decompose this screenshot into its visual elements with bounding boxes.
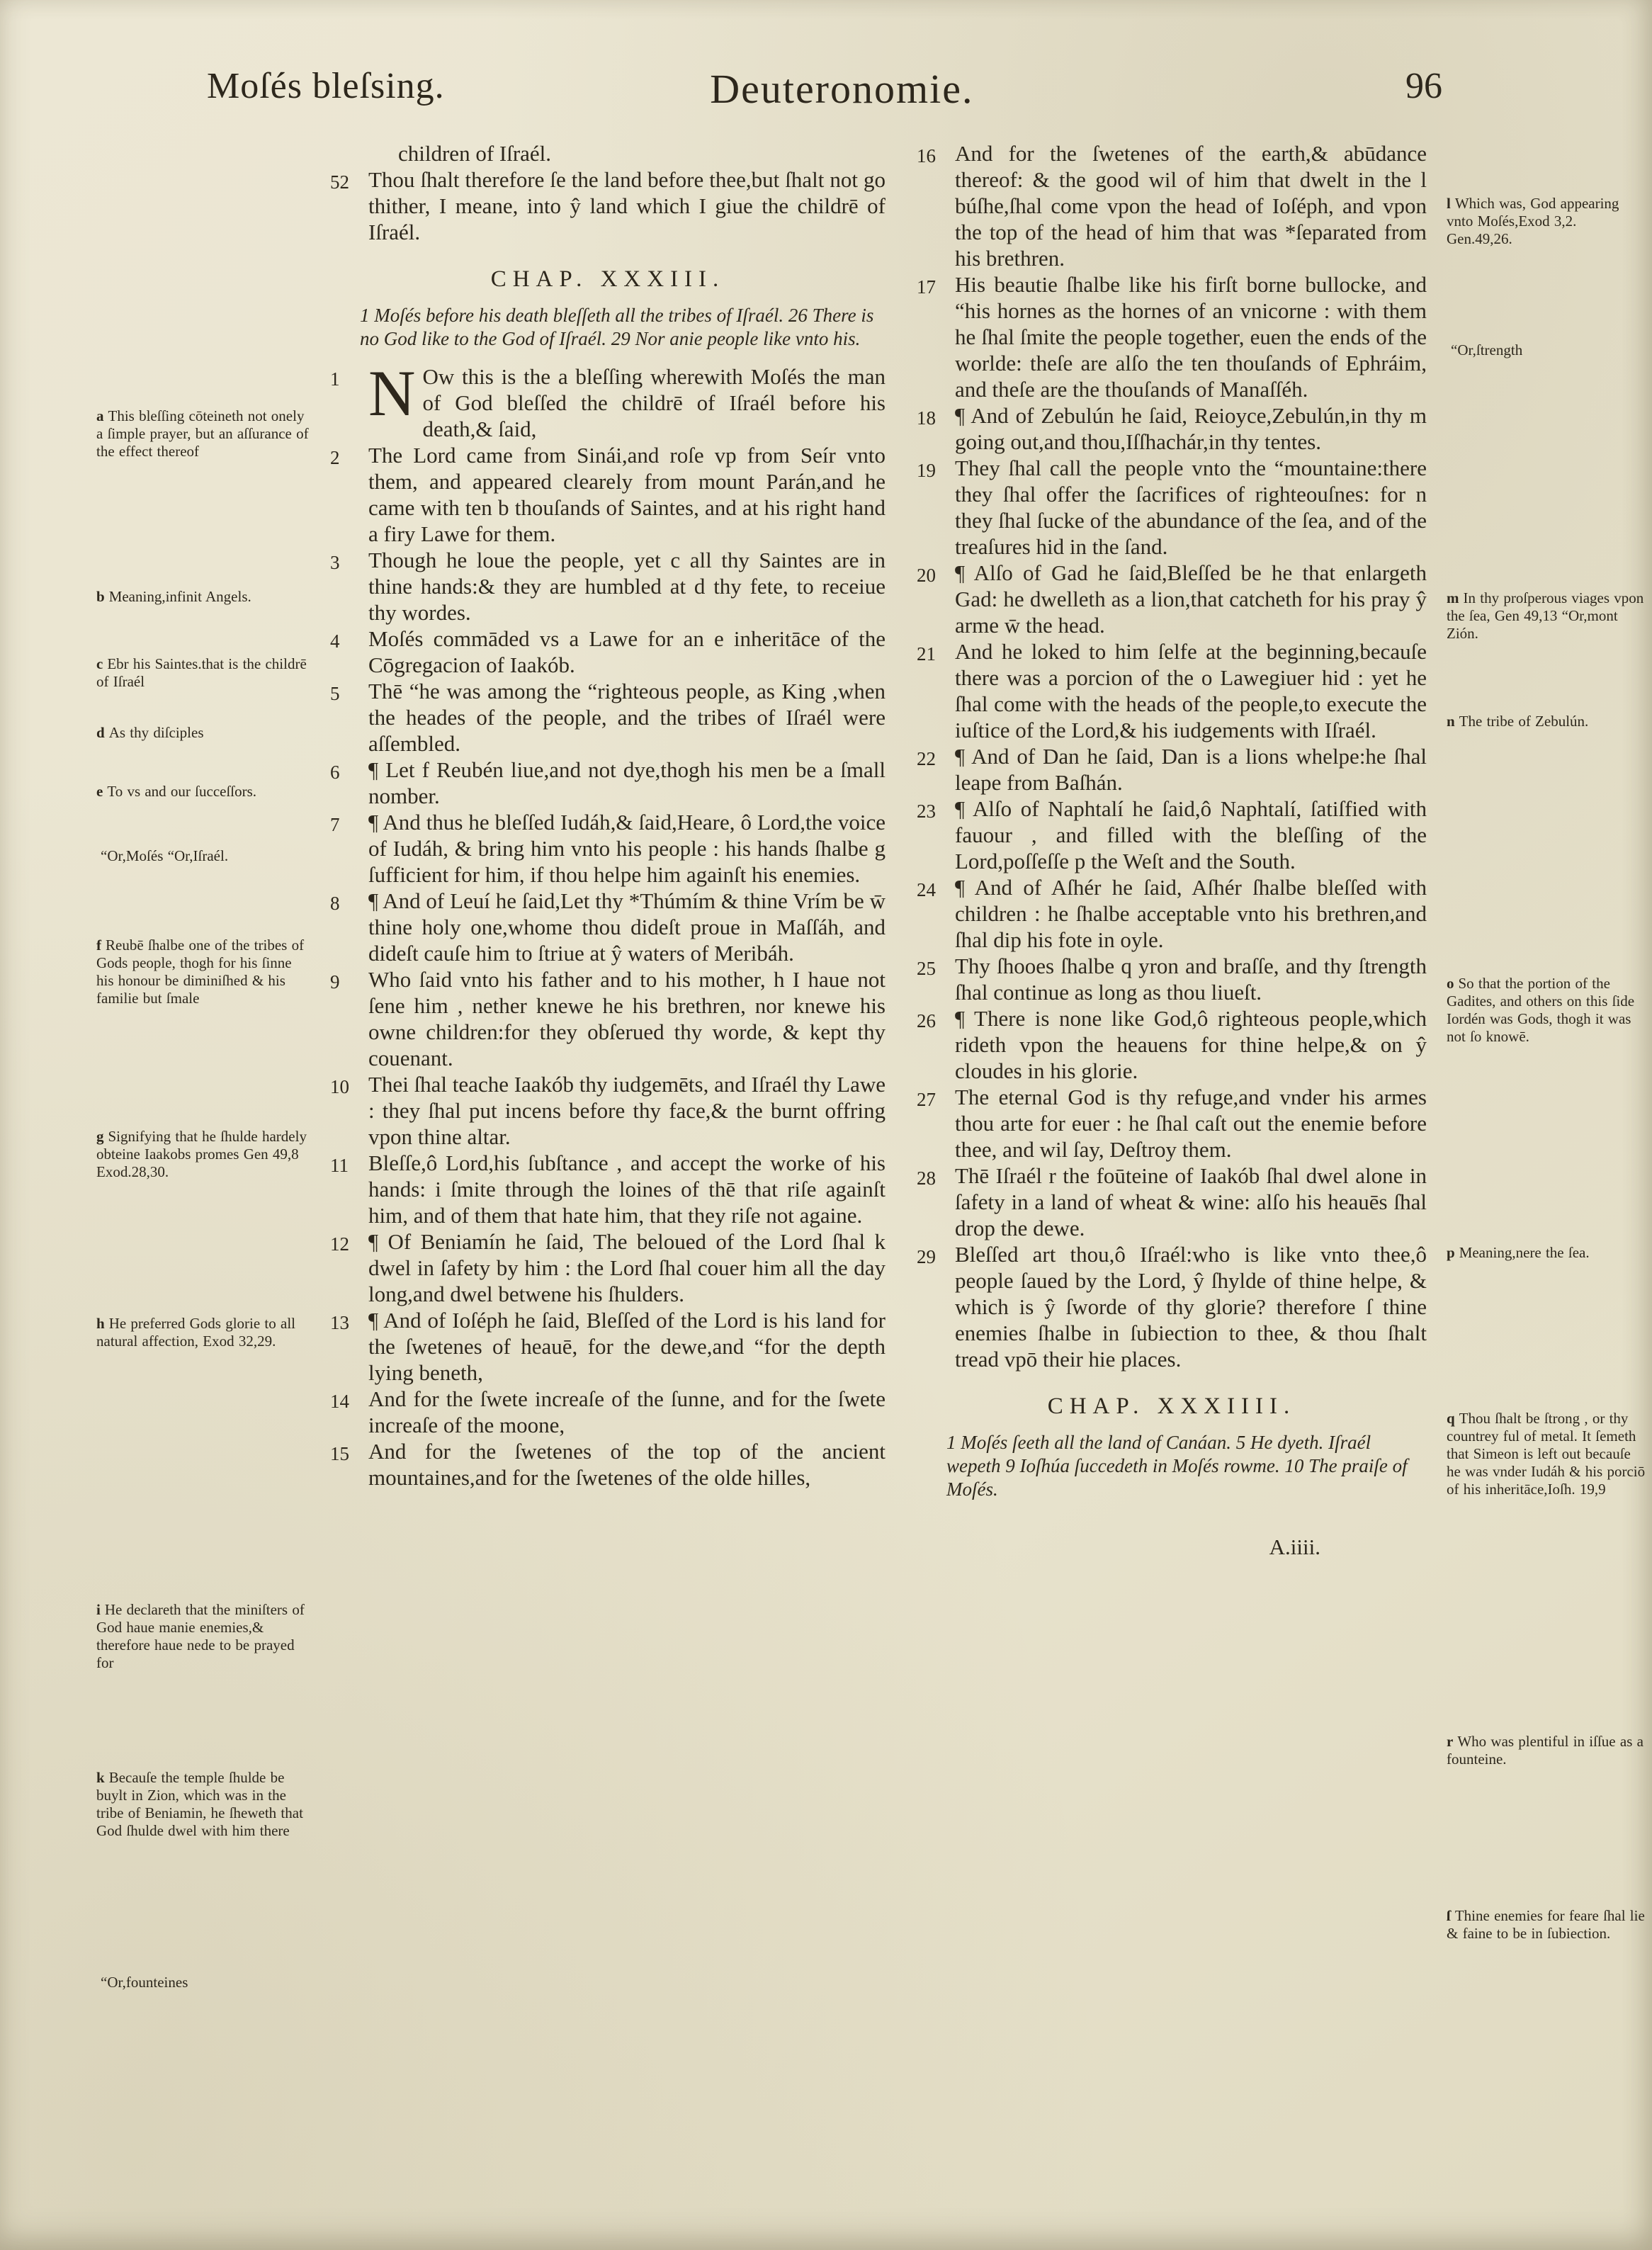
note-letter: a — [96, 407, 104, 424]
verse-text: Thou ſhalt therefore ſe the land before thee,but ſhalt not go thither, I meane, into ŷ land which I giue the childrē of Iſraél. — [368, 167, 886, 244]
verse-8 — [330, 888, 886, 966]
verse-number: 25 — [917, 958, 936, 979]
note-text: As thy diſciples — [108, 724, 204, 741]
verse-text: ¶ And of Leuí he ſaid,Let thy *Thúmím & thine Vrím be w̄ thine holy one,whome thou dideſt proue in Maſſáh, and dideſt cauſe him to ſtriue at ŷ waters of Meribáh. — [368, 888, 886, 966]
verse-number: 21 — [917, 643, 936, 665]
verse-26 — [917, 1005, 1427, 1084]
verse-text: Thē Iſraél r the foūteine of Iaakób ſhal dwel alone in ſafety in a land of wheat & wine: alſo his heauēs ſhal drop the dewe. — [955, 1163, 1427, 1240]
verse-text: Thy ſhooes ſhalbe q yron and braſſe, and thy ſtrength ſhal continue as long as thou liueſt. — [955, 954, 1427, 1005]
margin-note-s — [1447, 1907, 1646, 1943]
verse-number: 18 — [917, 407, 936, 429]
verse-number: 14 — [330, 1391, 349, 1412]
verse-7 — [330, 809, 886, 888]
note-letter: d — [96, 724, 105, 741]
margin-note-f — [96, 937, 313, 1007]
note-text: Reubē ſhalbe one of the tribes of Gods people, thogh for his ſinne his honour be diminiſhed & his familie but ſmale — [96, 937, 305, 1007]
note-letter: p — [1447, 1244, 1455, 1261]
note-letter: k — [96, 1769, 105, 1786]
verse-text: ¶ And thus he bleſſed Iudáh,& ſaid,Heare, ô Lord,the voice of Iudáh, & bring him vnto his people : his hands ſhalbe g ſufficient for him, if thou helpe him againſt his enemies. — [368, 810, 886, 887]
verse-text: Thei ſhal teache Iaakób thy iudgemēts, and Iſraél thy Lawe : they ſhal put incens before thy face,& the burnt offring vpon thine altar. — [368, 1072, 886, 1149]
verse-3 — [330, 547, 886, 626]
verse-2 — [330, 442, 886, 547]
note-text: Signifying that he ſhulde hardely obteine Iaakobs promes Gen 49,8 Exod.28,30. — [96, 1128, 307, 1180]
margin-note-b — [96, 588, 313, 606]
margin-note-k — [96, 1769, 313, 1840]
verse-19 — [917, 455, 1427, 560]
note-letter: q — [1447, 1410, 1455, 1427]
verse-text: And for the ſwetenes of the top of the ancient mountaines,and for the ſwetenes of the olde hilles, — [368, 1439, 886, 1490]
margin-note-r — [1447, 1733, 1646, 1768]
verse-12 — [330, 1228, 886, 1307]
verse-23 — [917, 796, 1427, 874]
verse-29 — [917, 1241, 1427, 1372]
verse-24 — [917, 874, 1427, 953]
verse-text: ¶ Let f Reubén liue,and not dye,thogh his men be a ſmall nomber. — [368, 757, 886, 808]
verse-number: 23 — [917, 801, 936, 822]
verse-text: ¶ And of Aſhér he ſaid, Aſhér ſhalbe bleſſed with children : he ſhalbe acceptable vnto his brethren,and ſhal dip his fote in oyle. — [955, 875, 1427, 952]
verse-number: 26 — [917, 1010, 936, 1031]
verse-11 — [330, 1150, 886, 1228]
verse-text: And for the ſwete increaſe of the ſunne, and for the ſwete increaſe of the moone, — [368, 1386, 886, 1437]
verse-text: ¶ And of Zebulún he ſaid, Reioyce,Zebulún,in thy m going out,and thou,Iſſhachár,in thy tentes. — [955, 403, 1427, 454]
note-letter: b — [96, 588, 105, 605]
verse-20 — [917, 560, 1427, 638]
verse-number: 1 — [330, 368, 340, 390]
verse-number: 24 — [917, 879, 936, 900]
margin-note-l — [1447, 195, 1646, 248]
verse-number: 27 — [917, 1089, 936, 1110]
verse-number: 19 — [917, 460, 936, 481]
margin-note-p — [1447, 1244, 1646, 1262]
chapter-heading-33: CHAP. XXXIII. — [490, 266, 725, 292]
verse-9 — [330, 966, 886, 1071]
verse-number: 2 — [330, 447, 340, 468]
running-head-left: Moſés bleſsing. — [207, 66, 445, 106]
verse-52 — [330, 166, 886, 245]
note-text: Which was, God appearing vnto Moſés,Exod 3,2. Gen.49,26. — [1447, 195, 1619, 247]
verse-10 — [330, 1071, 886, 1150]
page-number: 96 — [1405, 66, 1442, 106]
verse-4 — [330, 626, 886, 678]
note-text: Thou ſhalt be ſtrong , or thy countrey ful of metal. It ſemeth that Simeon is left out becauſe he was vnder Iudáh & his porciō of his inheritāce,Ioſh. 19,9 — [1447, 1410, 1646, 1498]
margin-note-n — [1447, 713, 1646, 730]
verse-text: And for the ſwetenes of the earth,& abūdance thereof: & the good wil of him that dwelt in the l búſhe,ſhal come vpon the head of Ioſéph, and vpon the top of the head of him that was *ſeparated from his brethren. — [955, 141, 1427, 271]
note-letter: r — [1447, 1733, 1454, 1750]
margin-note-g — [96, 1128, 313, 1181]
note-letter: f — [96, 937, 101, 954]
note-letter: n — [1447, 713, 1455, 730]
verse-number: 13 — [330, 1312, 349, 1333]
margin-note-e — [96, 783, 313, 801]
verse-number: 3 — [330, 552, 340, 573]
verse-number: 29 — [917, 1246, 936, 1267]
verse-16 — [917, 140, 1427, 271]
right-margin-notes — [1447, 0, 1646, 2250]
verse-number: 15 — [330, 1443, 349, 1464]
margin-note-d — [96, 724, 313, 742]
verse-number: 10 — [330, 1076, 349, 1097]
margin-note-or-strength — [1447, 341, 1646, 359]
note-letter: c — [96, 655, 103, 672]
margin-note-h — [96, 1315, 313, 1350]
verse-17 — [917, 271, 1427, 402]
verse-text: And he loked to him ſelfe at the beginning,becauſe there was a porcion of the o Lawegiuer hid : yet he ſhal come with the heads of the people,to execute the iuſtice of the Lord,& his iudgements with Iſraél. — [955, 639, 1427, 742]
verse-text: ¶ Of Beniamín he ſaid, The beloued of the Lord ſhal k dwel in ſafety by him : the Lord ſhal couer him all the day long,and dwel betwene his ſhulders. — [368, 1229, 886, 1306]
verse-22 — [917, 743, 1427, 796]
verse-1 — [330, 357, 886, 442]
margin-note-q — [1447, 1410, 1646, 1498]
note-text: “Or,Moſés “Or,Iſraél. — [101, 847, 229, 864]
verse-text: ¶ Alſo of Gad he ſaid,Bleſſed be he that enlargeth Gad: he dwelleth as a lion,that catcheth for his pray ŷ arme w̄ the head. — [955, 560, 1427, 638]
note-text: He declareth that the miniſters of God haue manie enemies,& therefore haue nede to be prayed for — [96, 1601, 305, 1671]
margin-note-a — [96, 407, 313, 460]
text-column-left — [330, 140, 886, 1491]
verse-text: Moſés commāded vs a Lawe for an e inheritāce of the Cōgregacion of Iaakób. — [368, 626, 886, 677]
note-text: To vs and our ſucceſſors. — [107, 783, 257, 800]
verse-number: 4 — [330, 631, 340, 652]
note-text: Ebr his Saintes.that is the childrē of Iſraél — [96, 655, 307, 690]
text-column-right — [917, 140, 1427, 1560]
note-text: In thy proſperous viages vpon the ſea, Gen 49,13 “Or,mont Zión. — [1447, 589, 1644, 642]
margin-note-i — [96, 1601, 313, 1672]
verse-text: NOw this is the a bleſſing wherewith Moſés the man of God bleſſed the childrē of Iſraél before his death,& ſaid, — [368, 357, 886, 441]
verse-13 — [330, 1307, 886, 1386]
note-letter: h — [96, 1315, 105, 1332]
note-text: The tribe of Zebulún. — [1459, 713, 1589, 730]
verse-text: Who ſaid vnto his father and to his mother, h I haue not ſene him , nether knewe he his brethren, nor knewe his owne children:for they obſerued thy worde, & kept thy couenant. — [368, 967, 886, 1070]
verse-number: 6 — [330, 762, 340, 783]
verse-number: 22 — [917, 748, 936, 769]
verse-text: Thē “he was among the “righteous people, as King ,when the heades of the people, and the tribes of Iſraél were aſſembled. — [368, 679, 886, 756]
verse-number: 52 — [330, 171, 349, 193]
note-text: So that the portion of the Gadites, and others on this ſide Iordén was Gods, thogh it was not ſo knowē. — [1447, 975, 1635, 1045]
chapter-summary-33: 1 Moſés before his death bleſſeth all the tribes of Iſraél. 26 There is no God like to the God of Iſraél. 29 Nor anie people like vnto his. — [360, 305, 874, 349]
verse-18 — [917, 402, 1427, 455]
note-letter: e — [96, 783, 103, 800]
verse-15 — [330, 1438, 886, 1491]
verse-21 — [917, 638, 1427, 743]
verse-text: Bleſſed art thou,ô Iſraél:who is like vnto thee,ô people ſaued by the Lord, ŷ ſhylde of thine helpe, & which is ŷ ſworde of thy glorie? therefore ſ thine enemies ſhalbe in ſubiection to thee, & thou ſhalt tread vpō their hie places. — [955, 1242, 1427, 1372]
verse-number: 12 — [330, 1233, 349, 1255]
verse-number: 11 — [330, 1155, 349, 1176]
verse-number: 28 — [917, 1168, 936, 1189]
verse-number: 8 — [330, 893, 340, 914]
verse-text: ¶ Alſo of Naphtalí he ſaid,ô Naphtalí, ſatiſfied with fauour , and filled with the bleſſing of the Lord,poſſeſſe p the Weſt and the South. — [955, 796, 1427, 874]
continuation-line: children of Iſraél. — [398, 141, 552, 166]
left-margin-notes — [96, 0, 313, 2250]
verse-25 — [917, 953, 1427, 1005]
note-letter: i — [96, 1601, 101, 1618]
verse-28 — [917, 1163, 1427, 1241]
verse-text: Though he loue the people, yet c all thy Saintes are in thine hands:& they are humbled at d thy fete, to receiue thy wordes. — [368, 548, 886, 625]
verse-number: 17 — [917, 276, 936, 298]
verse-text: ¶ There is none like God,ô righteous people,which rideth vpon the heauens for thine helpe,& on ŷ cloudes in his glorie. — [955, 1006, 1427, 1083]
margin-note-c — [96, 655, 313, 691]
running-head-title: Deuteronomie. — [710, 66, 974, 112]
verse-text: They ſhal call the people vnto the “mountaine:there they ſhal offer the ſacrifices of righteouſnes: for n they ſhal ſucke of the abundance of the ſea, and of the treaſures hid in the ſand. — [955, 456, 1427, 559]
verse-text: Bleſſe,ô Lord,his ſubſtance , and accept the worke of his hands: i ſmite through the loines of thē that riſe againſt him, and of them that hate him, that they riſe not againe. — [368, 1151, 886, 1228]
chapter-heading-34: CHAP. XXXIIII. — [1047, 1393, 1296, 1419]
note-text: He preferred Gods glorie to all natural affection, Exod 32,29. — [96, 1315, 296, 1350]
note-text: “Or,founteines — [101, 1974, 188, 1991]
verse-text: ¶ And of Ioſéph he ſaid, Bleſſed of the Lord is his land for the ſwetenes of heauē, for the dewe,and “for the depth lying beneth, — [368, 1308, 886, 1385]
verse-number: 9 — [330, 971, 340, 993]
verse-6 — [330, 757, 886, 809]
note-text: Who was plentiful in iſſue as a founteine. — [1447, 1733, 1643, 1768]
verse-number: 20 — [917, 565, 936, 586]
verse-text: The eternal God is thy refuge,and vnder his armes thou arte for euer : he ſhal caſt out the enemie before thee, and wil ſay, Deſtroy them. — [955, 1085, 1427, 1162]
verse-text: The Lord came from Sinái,and roſe vp from Seír vnto them, and appeared clearely from mount Parán,and he came with ten b thouſands of Saintes, and at his right hand a firy Lawe for them. — [368, 443, 886, 546]
note-letter: g — [96, 1128, 104, 1145]
verse-text: ¶ And of Dan he ſaid, Dan is a lions whelpe:he ſhal leape from Baſhán. — [955, 744, 1427, 795]
note-letter: ſ — [1447, 1907, 1451, 1924]
note-letter: m — [1447, 589, 1459, 606]
verse-text: His beautie ſhalbe like his firſt borne bullocke, and “his hornes as the hornes of an vnicorne : with them he ſhal ſmite the people together, euen the ends of the worlde: theſe are alſo the ten thouſands of Ephráim, and theſe are the thouſands of Manaſſéh. — [955, 272, 1427, 402]
verse-number: 7 — [330, 814, 340, 835]
margin-note-m — [1447, 589, 1646, 643]
note-letter: l — [1447, 195, 1451, 212]
note-text: Becauſe the temple ſhulde be buylt in Zion, which was in the tribe of Beniamin, he ſheweth that God ſhulde dwel with him there — [96, 1769, 303, 1839]
verse-5 — [330, 678, 886, 757]
margin-note-or-founteines — [96, 1974, 313, 1991]
note-text: Thine enemies for feare ſhal lie & faine to be in ſubiection. — [1447, 1907, 1645, 1942]
note-text: “Or,ſtrength — [1451, 341, 1523, 358]
margin-note-or-moses — [96, 847, 313, 865]
note-text: This bleſſing cōteineth not onely a ſimple prayer, but an aſſurance of the effect thereof — [96, 407, 309, 460]
signature-mark: A.iiii. — [1269, 1534, 1320, 1559]
note-letter: o — [1447, 975, 1454, 992]
note-text: Meaning,nere the ſea. — [1459, 1244, 1590, 1261]
note-text: Meaning,infinit Angels. — [108, 588, 251, 605]
verse-14 — [330, 1386, 886, 1438]
verse-27 — [917, 1084, 1427, 1163]
chapter-summary-34: 1 Moſés ſeeth all the land of Canáan. 5 He dyeth. Iſraél wepeth 9 Ioſhúa ſuccedeth in Moſés rowme. 10 The praiſe of Moſés. — [946, 1432, 1408, 1500]
margin-note-o — [1447, 975, 1646, 1046]
verse-number: 5 — [330, 683, 340, 704]
verse-number: 16 — [917, 145, 936, 166]
